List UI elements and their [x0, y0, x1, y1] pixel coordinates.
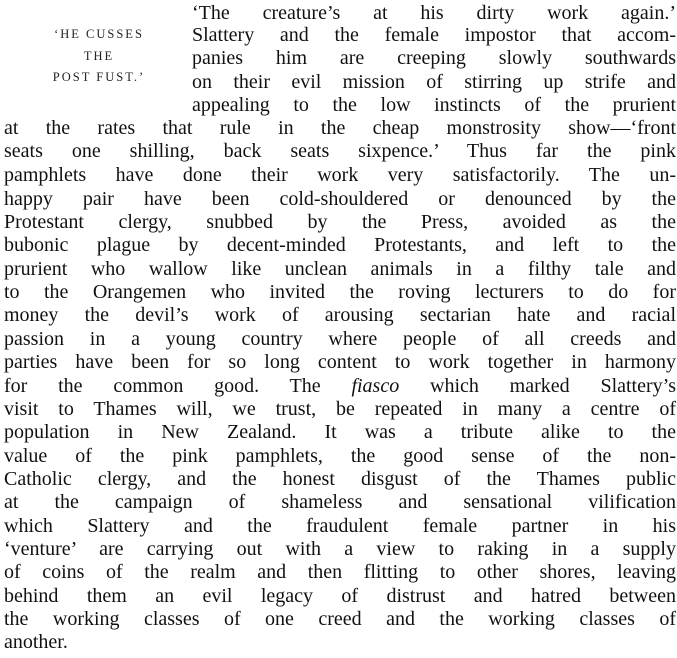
- side-heading: [18, 24, 180, 89]
- article-line-3: panies him are creeping slowly southwards: [192, 47, 676, 69]
- article-line-23: which Slattery and the fraudulent female partner in his: [4, 515, 676, 537]
- article-line-15: passion in a young country where people of all creeds and: [4, 328, 676, 350]
- article-line-22: at the campaign of shameless and sensational vilification: [4, 491, 676, 513]
- article-line-26: behind them an evil legacy of distrust and hatred between: [4, 585, 676, 607]
- article-line-21: Catholic clergy, and the honest disgust of the Thames public: [4, 468, 676, 490]
- article-line-20: value of the pink pamphlets, the good sense of the non-: [4, 445, 676, 467]
- article-line-28: another.: [4, 631, 68, 653]
- article-line-8: pamphlets have done their work very satisfactorily. The un-: [4, 164, 676, 186]
- article-line-16: parties have been for so long content to work together in harmony: [4, 351, 676, 373]
- article-line-17-italic: fiasco: [351, 375, 400, 397]
- article-line-12: prurient who wallow like unclean animals in a filthy tale and: [4, 258, 676, 280]
- side-heading-line-1: ‘HE CUSSES: [54, 27, 144, 41]
- article-line-24: ‘venture’ are carrying out with a view to raking in a supply: [4, 538, 676, 560]
- side-heading-line-3: POST FUST.’: [52, 70, 146, 84]
- article-line-17-end: which marked Slattery’s: [399, 375, 676, 397]
- article-line-25: of coins of the realm and then flitting to other shores, leaving: [4, 561, 676, 583]
- article-line-7: seats one shilling, back seats sixpence.’ Thus far the pink: [4, 140, 676, 162]
- article-line-2: Slattery and the female impostor that accom-: [192, 24, 676, 46]
- article-line-19: population in New Zealand. It was a tribute alike to the: [4, 421, 676, 443]
- article-line-17: [4, 375, 676, 397]
- article-line-6: at the rates that rule in the cheap monstrosity show—‘front: [4, 117, 676, 139]
- article-line-1: ‘The creature’s at his dirty work again.’: [192, 2, 676, 24]
- article-line-18: visit to Thames will, we trust, be repeated in many a centre of: [4, 398, 676, 420]
- article-line-17-start: for the common good. The: [4, 375, 352, 397]
- article-line-5: appealing to the low instincts of the prurient: [192, 94, 676, 116]
- article-line-14: money the devil’s work of arousing sectarian hate and racial: [4, 304, 676, 326]
- side-heading-line-2: THE: [83, 48, 115, 63]
- article-line-4: on their evil mission of stirring up strife and: [192, 71, 676, 93]
- article-line-13: to the Orangemen who invited the roving lecturers to do for: [4, 281, 676, 303]
- article-line-10: Protestant clergy, snubbed by the Press, avoided as the: [4, 211, 676, 233]
- article-line-27: the working classes of one creed and the working classes of: [4, 608, 676, 630]
- article-line-11: bubonic plague by decent-minded Protestants, and left to the: [4, 234, 676, 256]
- article-line-9: happy pair have been cold-shouldered or denounced by the: [4, 188, 676, 210]
